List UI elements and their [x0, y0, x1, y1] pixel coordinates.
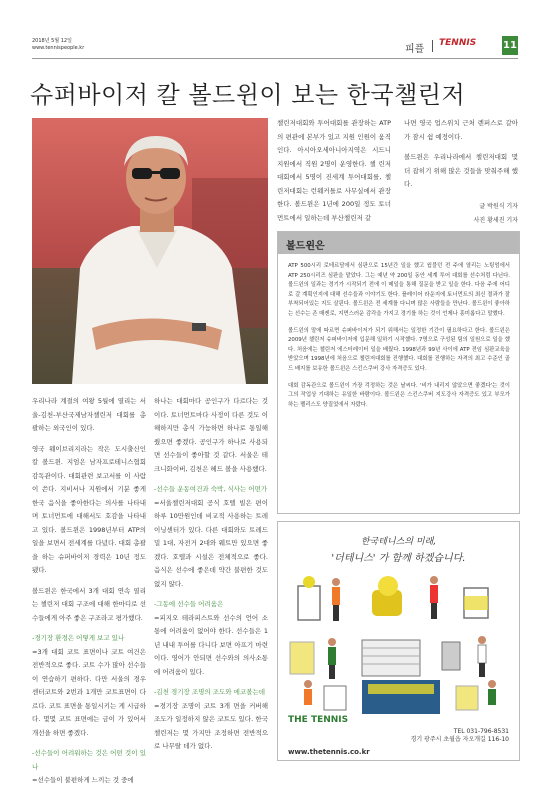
- header-date-block: [32, 38, 84, 52]
- issue-date: 2018년 5월 12일: [32, 38, 72, 44]
- interview-question: -그동에 선수들 어려움은: [154, 600, 224, 608]
- article-column-right-b: [404, 117, 518, 228]
- sidebar-paragraph: ATP 500시리 로테르담에서 심판으로 15년간 일을 했고 윔블던 전 주에 열리는 노팅엄에서 ATP 250시리즈 심판을 맡았다. 그는 예년 약 200일 동안 세계 투어 대회를 선수처럼 다닌다. 볼드윈의 일과는 경기가 시작되기 전에 이 메일을 통해 질문을 받고 일을 한다. 다음 주에 어디로 갈 계획인지에 대해 선수들과 이야기도 한다. 플레이어 라운지에 토너먼트의 최신 결과가 잘 부착되어있는 지도 살핀다. 볼드윈은 전 세계를 다니며 많은 사람들을 만난다. 볼드윈이 좋아하는 선수는 존 매켄로, 지면스러운 감각을 가지고 경기를 하는 것이 언제나 흥미롭다고 말했다.: [288, 263, 510, 317]
- profile-sidebar: [277, 231, 520, 514]
- interview-answer: =3개 대회 코트 표면이나 코트 여건은 전반적으로 좋다. 코트 수가 많아 선수들이 연습하기 편하다. 다만 서울의 경우 센터코트와 2번과 1개만 코트표면이 다르다. 코트 표면을 통일시키는 게 시급하다. 몇몇 코트 표면에는 금이 가 있어서 개선을 하면 좋겠다.: [32, 647, 146, 737]
- interview-answer: 하나는 대회마다 공인구가 다르다는 것이다. 토너먼트마다 사정이 다른 것도 이해하지만 총식 가능하면 하나로 통일해줬으면 좋겠다. 공인구가 하나로 사용되면 선수들이 좋아할 것 같다. 서울은 테크니화이버, 김천은 헤드 볼을 사용했다.: [154, 397, 268, 473]
- paragraph: 우리나라 계절의 여왕 5월에 열리는 서울-김천-부산국제남자챌린저 대회를 총괄하는 외국인이 있다.: [32, 397, 146, 432]
- interview-question: -선수들이 어려워하는 것은 어떤 것이 있나: [32, 749, 146, 771]
- header-divider: [432, 40, 433, 52]
- ad-brand-logo: THE TENNIS: [288, 715, 349, 725]
- interview-answer: =경기장 조명이 코트 3개 면을 커버해 조도가 일정하지 않은 코트도 있다. 한국챌린저는 몇 가지만 조정하면 전반적으로 나무랄 데가 없다.: [154, 701, 268, 750]
- sidebar-header: [278, 232, 519, 254]
- paragraph: 나면 영국 업스위치 근처 렌퍼스로 갈아가 잠시 쉼 예정이다.: [404, 119, 518, 141]
- paragraph: 영국 웨이브리지라는 작은 도시출신인 칼 볼드윈. 지엄은 남자프로테니스협회 감독관이다. 대회관련 보고서를 이 사람이 쓴다. 지비서나 지원에서 기분 좋게 한국 음식을 좋아한다는 의사를 나타내며 토너먼트에 대해서도 호감을 나타내고 있다. 볼드윈은 1998년부터 ATP의 일을 보면서 전세계를 다녔다. 대회 총괄을 하는 슈퍼바이저 경력은 10년 정도 됐다.: [32, 444, 146, 574]
- writer-credit: 글 박원식 기자: [479, 202, 518, 210]
- ad-slogan: '더테니스' 가 함께 하겠습니다.: [331, 553, 466, 564]
- website: www.tennispeople.kr: [32, 45, 85, 51]
- portrait-illustration: [32, 118, 268, 384]
- article-column-middle: [154, 395, 268, 754]
- photo-credit: 사진 황세진 기자: [473, 216, 518, 224]
- sidebar-paragraph: 볼드윈의 말에 따르면 슈퍼바이저가 되기 위해서는 일정한 기간이 필요하다고 한다. 볼드윈은 2009년 챌린저 슈퍼바이저에 입문해 일하기 시작했다. 7명으로 구성된 팀의 일원으로 일을 했다. 처음에는 챌린저 에스터레이터 일을 배웠다. 1998년과 99년 사이에 ATP 전임 심판교육을 받았으며 1998년에 처음으로 챌린저대회를 진행했다. 대회를 진행하는 자격의 최고 수준인 골드 배지를 보유한 볼드윈은 스킨스쿠버 강사 자격증도 있다.: [288, 327, 510, 372]
- header-rule: [32, 58, 518, 59]
- ad-website-link[interactable]: www.thetennis.co.kr: [288, 748, 370, 756]
- advertisement[interactable]: [277, 521, 520, 761]
- portrait-photo: [32, 118, 268, 384]
- ad-address: 경기 광주시 초월읍 자오개길 116-10: [410, 736, 509, 743]
- interview-answer: =서울챌린저대회 공식 호텔 빌은 편이 하루 10만원인데 비교적 사용하는 트레이닝센터가 있다. 다른 대회와도 트레드 밀 1대, 자전거 2대와 웨트만 있으면 좋겠다. 호텔과 시설은 전체적으로 좋다. 음식은 선수에 좋은데 약간 불편한 것도 없지 않다.: [154, 498, 268, 588]
- article-title: 슈퍼바이저 칼 볼드윈이 보는 한국챌린저: [30, 81, 466, 109]
- ad-contact-info: [411, 728, 509, 744]
- ad-headline: 한국테니스의 미래,: [360, 537, 437, 547]
- magazine-logo: TENNIS: [439, 38, 477, 48]
- paragraph: 볼드윈은 우리나라에서 챌린저대회 몇 더 잡히기 위해 많은 것들을 맞춰주해 했다.: [404, 153, 518, 188]
- sidebar-body: [288, 262, 510, 417]
- interview-question: -경기장 환경은 어떻게 보고 있나: [32, 634, 125, 642]
- paragraph: 볼드윈은 한국에서 3개 대회 연속 열리는 챌린저 대회 구조에 대해 한마디로 선수들에게 아주 좋은 구조라고 평가했다.: [32, 586, 146, 622]
- page-number: 11: [502, 36, 518, 55]
- interview-question: -김천 경기장 조명의 조도와 에코볼는데: [154, 688, 266, 696]
- ad-phone: TEL 031-796-8531: [453, 728, 509, 735]
- sidebar-paragraph: 대회 감독관으로 볼드윈이 가장 걱정하는 것은 날씨다. '비가 내리지 않았으면 좋겠다'는 것이 그의 작업상 기대하는 유일한 바람이다. 볼드윈은 스킨스쿠버 지도강사 자격증도 있고 부모가 하는 펠리스도 양질었에서 자랐다.: [288, 382, 510, 408]
- article-column-left: [32, 395, 146, 788]
- interview-question: -선수들 운동여건과 숙박, 식사는 어떤가: [154, 485, 268, 493]
- paragraph: 챌린저대회와 투어대회를 관장하는 ATP의 편관에 본부가 있고 지원 인원이 움직인다. 아시아오세아니아지역은 시드니 지원에서 직원 2명이 운영한다. 챌 린저대회에서 5명이 진세계 투어대회를, 챌린저대회는 런웨커틀로 사무실에서 관장한다. 볼드윈은 1년에 200일 정도 토너먼트에서 일하는데 부산챌린저 같: [277, 119, 391, 222]
- section-label: 피플: [405, 44, 425, 55]
- interview-answer: =선수들이 불편하게 느끼는 것 중에: [32, 776, 134, 784]
- interview-answer: =피지오 테라피스트와 선수의 언어 소통에 어려움이 없어야 한다. 선수들은 1년 내내 투어를 다니다 보면 아프기 마련이다. 영어가 안되면 선수와의 의사소통에 어려움이 있다.: [154, 613, 268, 676]
- ad-equipment-illustration: [284, 568, 512, 718]
- article-column-right-a: [277, 117, 391, 225]
- sidebar-title: 볼드윈은: [286, 241, 325, 252]
